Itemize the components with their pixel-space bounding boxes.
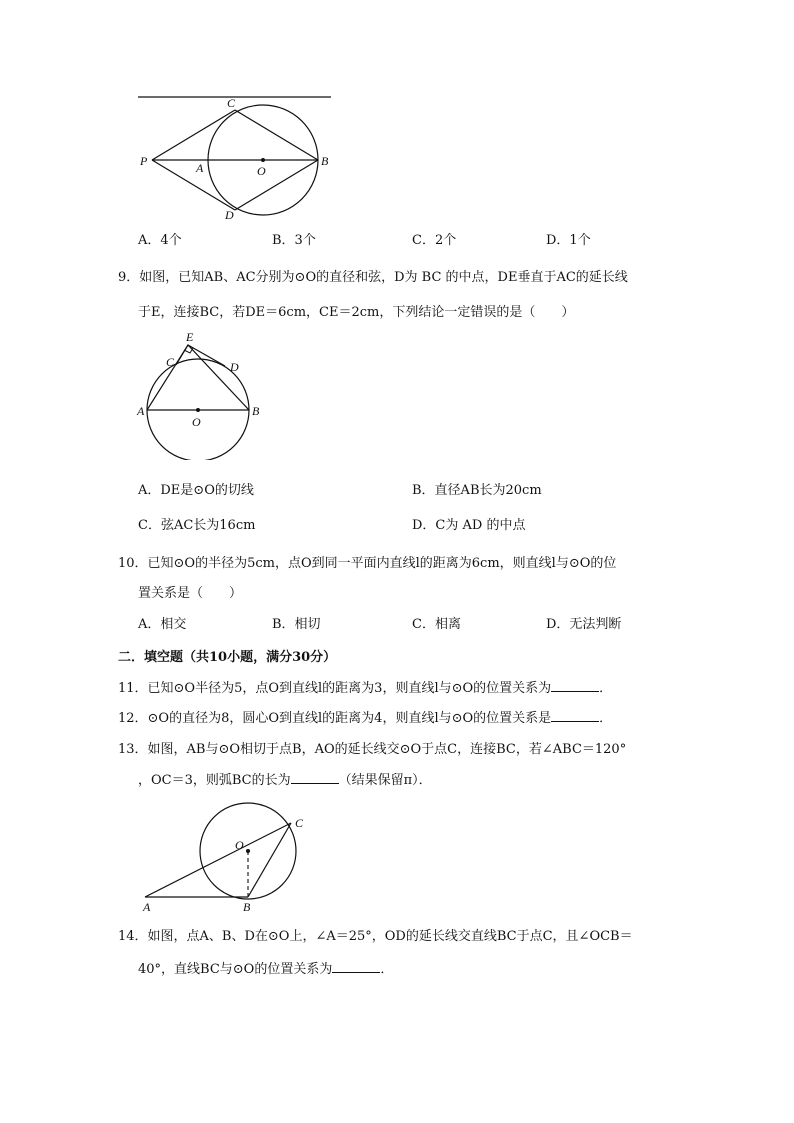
label-o: O (235, 838, 244, 852)
figure-q9 (135, 330, 275, 460)
q10-option-d: D．无法判断 (546, 617, 622, 632)
q8-option-d: D．1个 (546, 233, 591, 248)
q9-option-d: D．C为 AD 的中点 (412, 518, 526, 533)
label-d: D (230, 360, 239, 374)
q12-end: ． (599, 711, 613, 726)
label-c: C (166, 355, 175, 369)
q14-line1: 14．如图，点A、B、D在⊙O上，∠A＝25°，OD的延长线交直线BC于点C，且∠OCB＝ (118, 929, 633, 944)
label-a: A (137, 404, 145, 418)
label-b: B (243, 900, 251, 914)
answer-blank (332, 960, 380, 973)
q14-line2 (138, 958, 393, 977)
q9-option-c: C．弦AC长为16cm (138, 518, 256, 533)
figure-q8 (130, 90, 360, 230)
q10-option-a: A．相交 (138, 617, 187, 632)
q14-line2b: ． (380, 962, 394, 977)
q9-option-b: B．直径AB长为20cm (412, 483, 542, 498)
label-b: B (321, 154, 329, 168)
answer-blank (551, 679, 599, 692)
label-a: A (143, 900, 151, 914)
q8-option-c: C．2个 (412, 233, 457, 248)
answer-blank (291, 771, 339, 784)
q11-text: 11．已知⊙O半径为5，点O到直线l的距离为3，则直线l与⊙O的位置关系为 (118, 681, 552, 696)
q13-line1: 13．如图，AB与⊙O相切于点B，AO的延长线交⊙O于点C，连接BC，若∠ABC＝120° (118, 742, 627, 757)
label-p: P (140, 154, 148, 168)
label-o: O (192, 415, 201, 429)
q11 (118, 677, 612, 696)
label-o: O (257, 164, 266, 178)
figure-q13 (135, 795, 315, 915)
q11-end: ． (599, 681, 613, 696)
q13-line2a: ，OC＝3，则弧BC的长为 (138, 773, 291, 788)
q13-line2b: （结果保留π）． (338, 773, 432, 788)
q8-option-a: A．4个 (138, 233, 182, 248)
label-a: A (196, 161, 204, 175)
label-e: E (186, 330, 194, 344)
answer-blank (551, 709, 599, 722)
label-b: B (252, 404, 260, 418)
label-d: D (225, 208, 234, 222)
label-c: C (295, 816, 304, 830)
q12-text: 12．⊙O的直径为8，圆心O到直线l的距离为4，则直线l与⊙O的位置关系是 (118, 711, 552, 726)
section-title: 二．填空题（共10小题，满分30分） (118, 650, 337, 665)
q9-line1: 9．如图，已知AB、AC分别为⊙O的直径和弦，D为 BC 的中点，DE垂直于AC的延长线 (118, 270, 628, 285)
q9-option-a: A．DE是⊙O的切线 (138, 483, 254, 498)
label-c: C (227, 96, 236, 110)
q8-option-b: B．3个 (272, 233, 316, 248)
q12 (118, 707, 612, 726)
q14-line2a: 40°，直线BC与⊙O的位置关系为 (138, 962, 333, 977)
q10-option-b: B．相切 (272, 617, 321, 632)
q10-line1: 10．已知⊙O的半径为5cm，点O到同一平面内直线l的距离为6cm，则直线l与⊙O的位 (118, 556, 617, 571)
q10-line2: 置关系是（ ） (138, 586, 243, 601)
q10-option-c: C．相离 (412, 617, 461, 632)
q13-line2 (138, 769, 432, 788)
q9-line2: 于E，连接BC，若DE＝6cm，CE＝2cm，下列结论一定错误的是（ ） (138, 305, 575, 320)
